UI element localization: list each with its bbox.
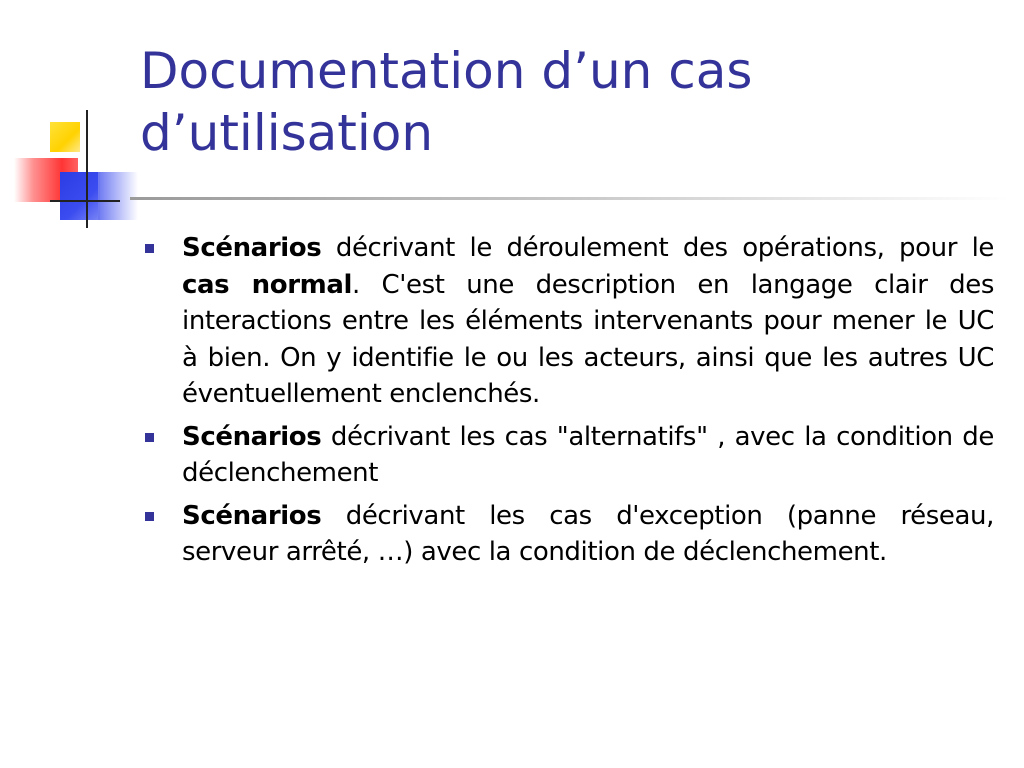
bullet-text-part: décrivant les cas d'exception (panne réseau, serveur arrêté, …) avec la condition de déclenchement. — [182, 500, 994, 567]
bullet-text — [182, 230, 994, 413]
bullet-text-part: décrivant les cas "alternatifs" , avec la condition de déclenchement — [182, 421, 994, 488]
bullet-lead-bold: Scénarios — [182, 500, 322, 531]
square-bullet-icon — [145, 244, 154, 253]
bullet-item-normal-scenarios — [142, 230, 994, 413]
bullet-list — [142, 230, 994, 577]
slide-title — [140, 40, 1000, 164]
bullet-bold-phrase: cas normal — [182, 269, 353, 300]
square-bullet-icon — [145, 512, 154, 521]
title-line-2: d’utilisation — [140, 104, 434, 162]
bullet-lead-bold: Scénarios — [182, 233, 322, 263]
bullet-item-exception-scenarios — [142, 498, 994, 571]
square-bullet-icon — [145, 433, 154, 442]
vertical-line-decoration — [86, 110, 88, 228]
title-line-1: Documentation d’un cas — [140, 42, 753, 100]
decorative-corner-graphic — [0, 100, 150, 230]
blue-square-decoration — [60, 172, 100, 220]
bullet-text-part: décrivant le déroulement des opérations, pour le — [321, 233, 994, 263]
bullet-text — [182, 419, 994, 492]
horizontal-line-decoration — [50, 200, 120, 202]
bullet-text — [182, 498, 994, 571]
blue-fade-decoration — [98, 172, 138, 220]
yellow-square-decoration — [50, 122, 80, 152]
bullet-item-alternative-scenarios — [142, 419, 994, 492]
bullet-lead-bold: Scénarios — [182, 421, 322, 452]
bullet-text-part: . C'est une description en langage clair des interactions entre les éléments intervenants pour mener le UC à bien. On y identifie le ou les acteurs, ainsi que les autres UC éventuellement enclenchés. — [182, 269, 994, 409]
title-underline-rule — [130, 197, 1010, 200]
